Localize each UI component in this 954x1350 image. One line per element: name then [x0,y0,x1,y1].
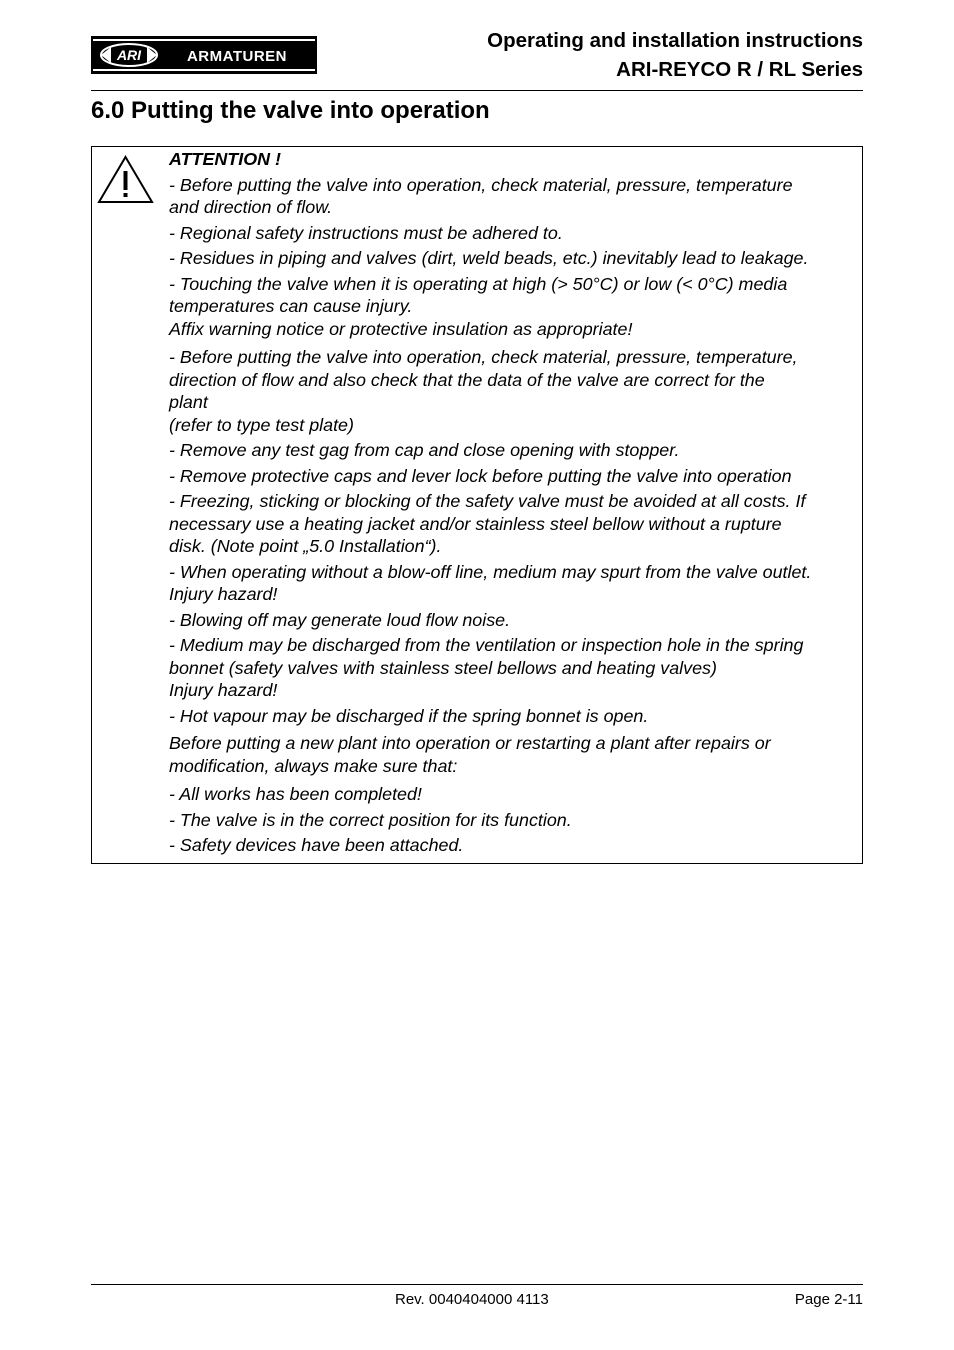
bullet-line: (refer to type test plate) [169,414,354,435]
header-series: ARI-REYCO R / RL Series [616,58,863,81]
bullet-line: disk. (Note point „5.0 Installation“). [169,536,442,556]
bullet-line: direction of flow and also check that the data of the valve are correct for the [169,369,765,390]
bullet-line: plant [169,392,208,412]
bullet-line: Affix warning notice or protective insulation as appropriate! [169,318,633,339]
bullet-line: bonnet (safety valves with stainless steel bellows and heating valves) [169,657,717,678]
bullet-line: - Medium may be discharged from the ventilation or inspection hole in the spring [169,635,804,655]
bullet-line: - Safety devices have been attached. [169,835,464,855]
bullet-item [169,174,859,219]
bullet-item [169,783,859,806]
document-header [487,26,863,84]
bullet-line: - Freezing, sticking or blocking of the safety valve must be avoided at all costs. If [169,491,806,511]
bullet-line: temperatures can cause injury. [169,296,413,316]
attention-box [91,146,863,864]
warning-triangle-icon [97,155,154,204]
bullet-item [169,809,859,832]
header-divider [91,90,863,91]
bullet-line: - Remove any test gag from cap and close opening with stopper. [169,440,680,460]
ari-armaturen-logo-icon [91,36,317,74]
bullet-line: - Residues in piping and valves (dirt, weld beads, etc.) inevitably lead to leakage. [169,248,809,268]
bullet-line: - When operating without a blow-off line, medium may spurt from the valve outlet. [169,561,812,582]
bullet-line: - Blowing off may generate loud flow noise. [169,609,511,630]
bullet-line: necessary use a heating jacket and/or stainless steel bellow without a rupture [169,513,782,534]
paragraph-line: Before putting a new plant into operation or restarting a plant after repairs or [169,733,771,753]
bullet-line: - The valve is in the correct position for its function. [169,809,572,830]
page-number: Page 2-11 [794,1291,863,1308]
svg-text:ARMATUREN: ARMATUREN [186,48,288,65]
revision-number: Rev. 0040404000 4113 [395,1291,549,1308]
bullet-item [169,609,859,632]
bullet-line: - All works has been completed! [169,784,422,804]
bullet-item [169,247,859,270]
bullet-item [169,346,859,436]
bullet-line: - Hot vapour may be discharged if the spring bonnet is open. [169,705,649,726]
bullet-line: - Touching the valve when it is operating at high (> 50°C) or low (< 0°C) media [169,273,788,294]
bullet-line: - Remove protective caps and lever lock before putting the valve into operation [169,465,792,486]
bullet-item [169,634,859,702]
bullet-line: - Before putting the valve into operation, check material, pressure, temperature, [169,347,798,367]
bullet-item [169,465,859,488]
checklist [169,783,859,857]
bullet-line: and direction of flow. [169,197,333,217]
bullet-item [169,439,859,462]
paragraph-line: modification, always make sure that: [169,755,458,776]
attention-list [169,174,859,728]
bullet-line: - Regional safety instructions must be adhered to. [169,222,563,243]
bullet-item [169,273,859,341]
section-title: 6.0 Putting the valve into operation [91,97,490,124]
bullet-item [169,561,859,606]
bullet-line: Injury hazard! [169,680,278,700]
bullet-line: - Before putting the valve into operation, check material, pressure, temperature [169,174,793,195]
bullet-item [169,705,859,728]
footer-divider [91,1284,863,1285]
header-title: Operating and installation instructions [487,29,863,52]
attention-content [169,148,859,860]
bullet-line: Injury hazard! [169,584,278,604]
bullet-item [169,490,859,558]
pre-start-paragraph [169,732,859,777]
bullet-item [169,834,859,857]
attention-heading: ATTENTION ! [169,149,281,169]
company-logo [91,36,317,74]
bullet-item [169,222,859,245]
svg-text:ARI: ARI [116,47,142,63]
